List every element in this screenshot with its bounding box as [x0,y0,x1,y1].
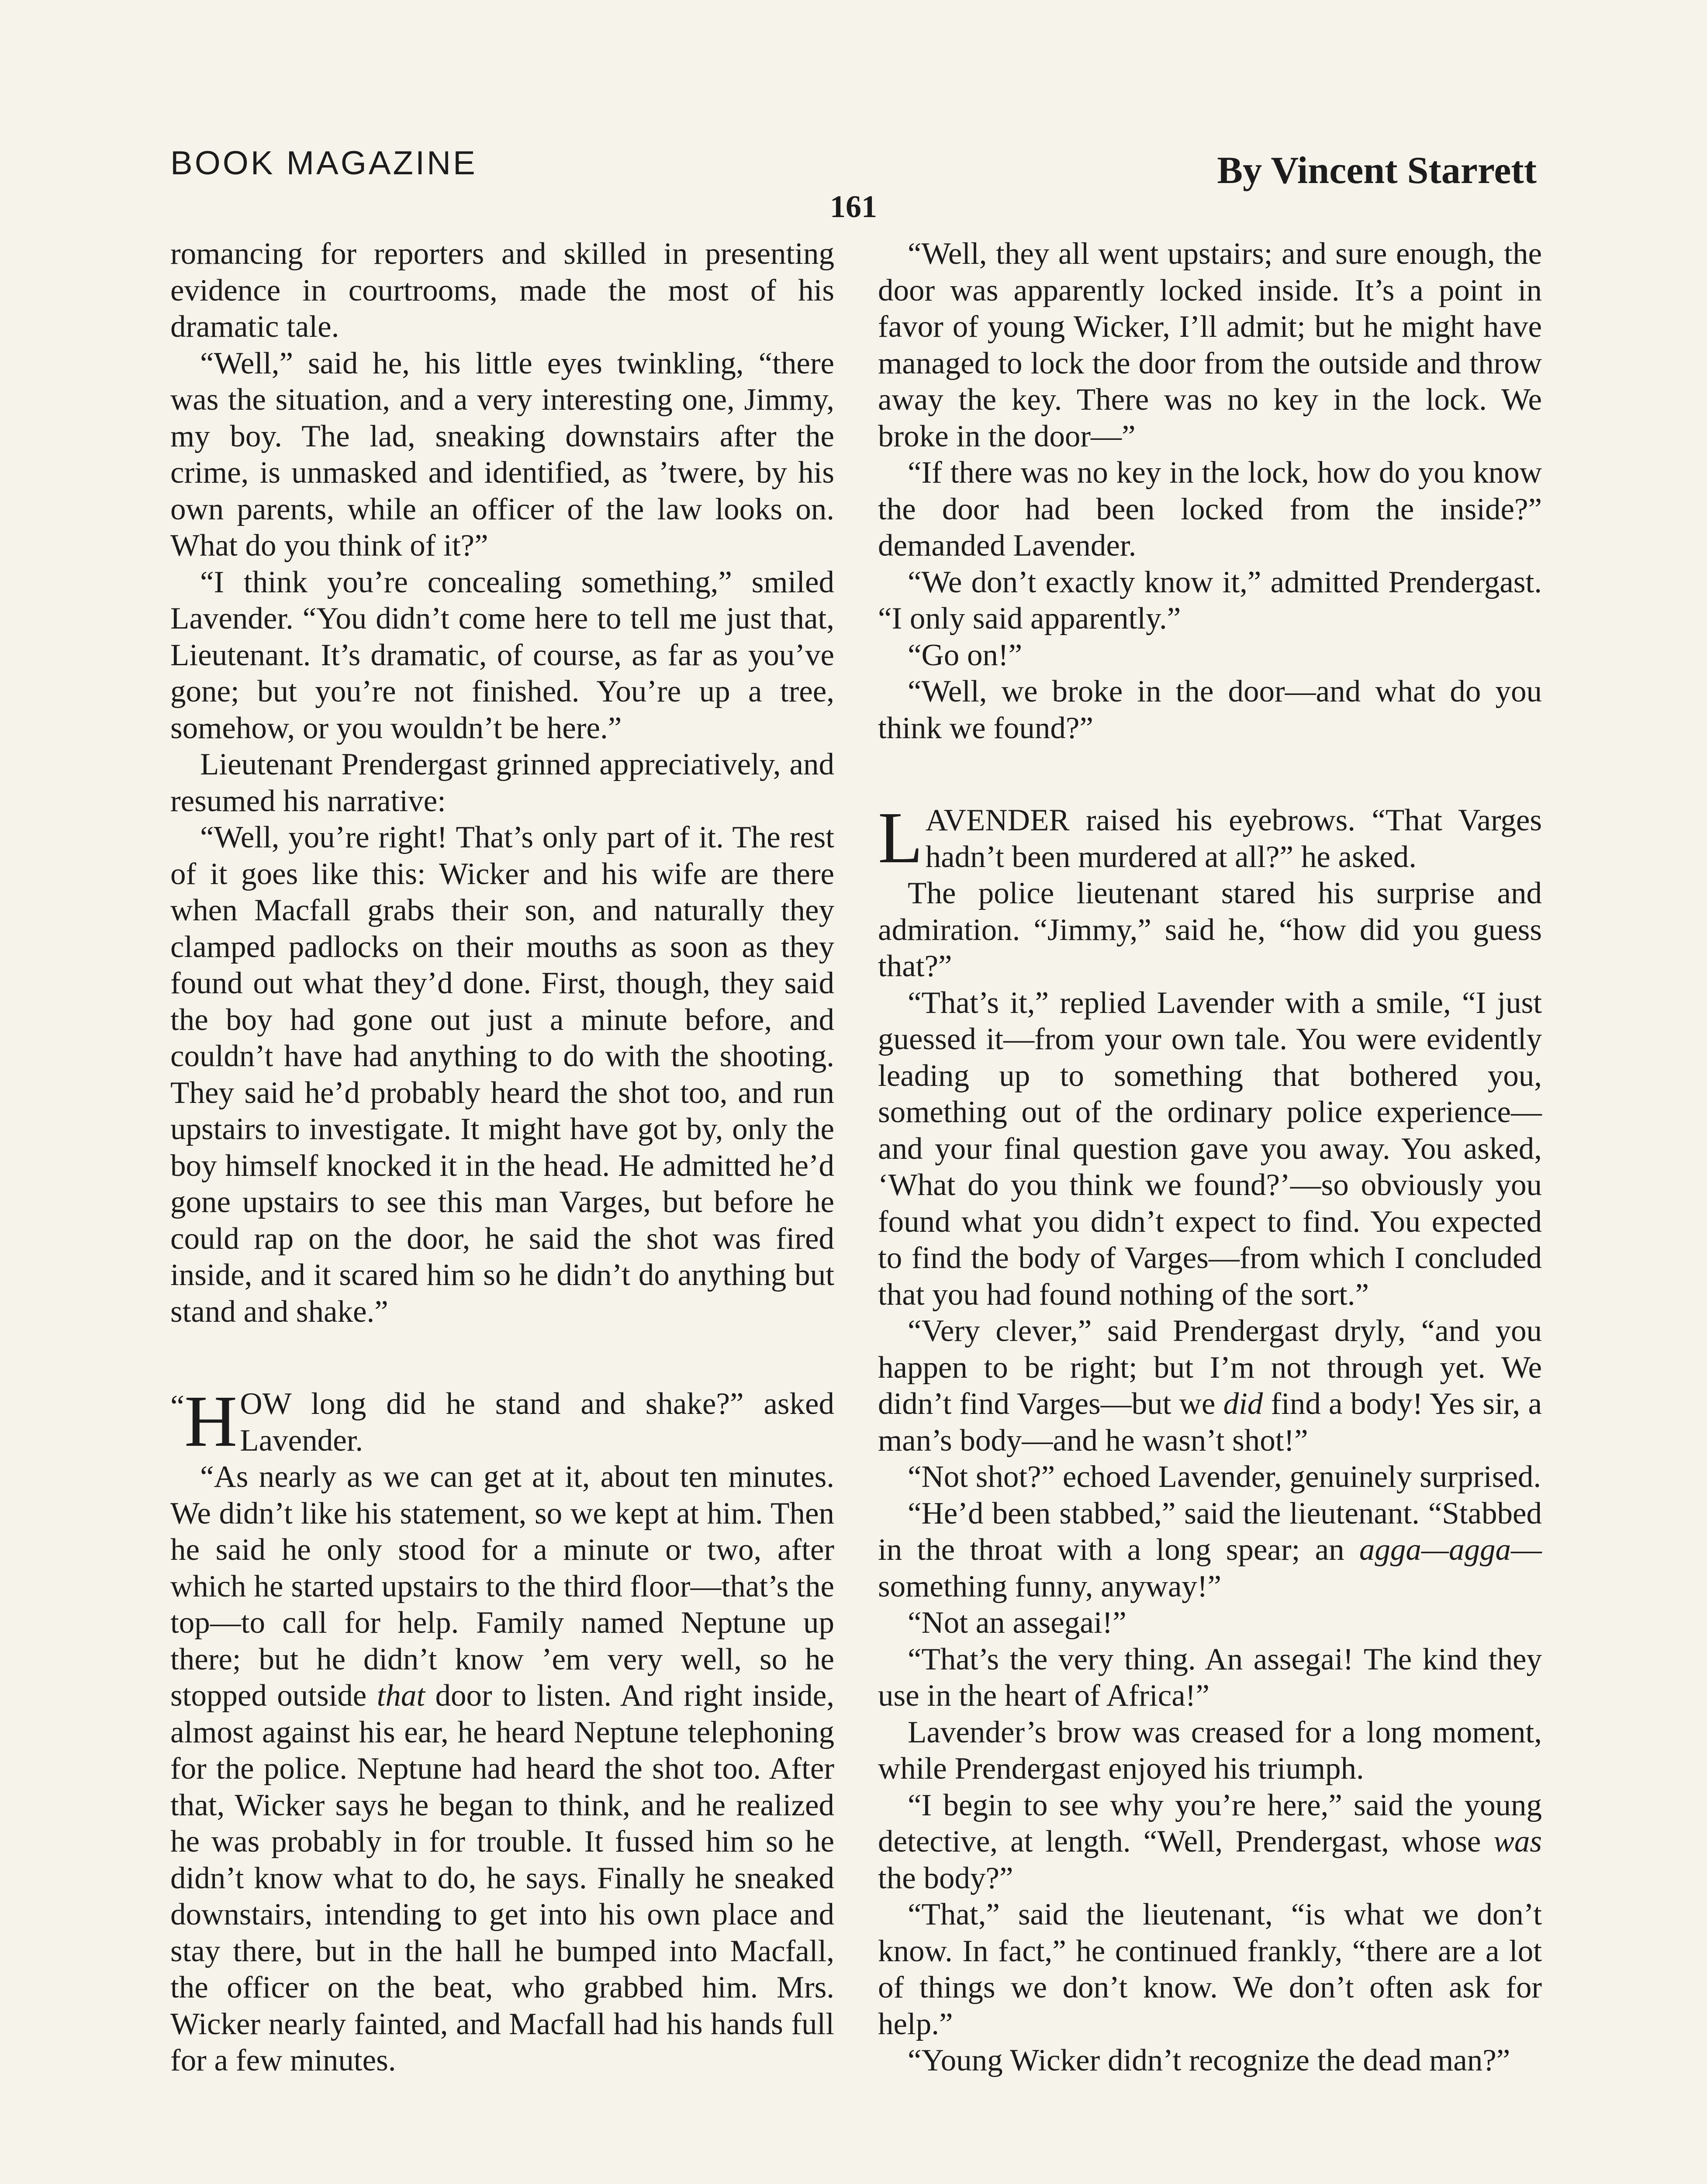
paragraph: “Well, you’re right! That’s only part of it. The rest of it goes like this: Wicker and his wife are there when Macfall grabs their son, and naturally they clamped padlocks on their mouths as soon as they found out what they’d done. First, though, they said the boy had gone out just a minute before, and couldn’t have had anything to do with the shooting. They said he’d probably heard the shot too, and run upstairs to investigate. It might have got by, only the boy himself knocked it in the head. He admitted he’d gone upstairs to see this man Varges, but before he could rap on the door, he said the shot was fired inside, and it scared him so he didn’t do anything but stand and shake.” [170,820,834,1329]
paragraph: “Well, we broke in the door—and what do you think we found?” [878,674,1542,745]
drop-cap-paragraph [170,1381,834,1462]
page-number: 161 [830,189,877,224]
paragraph: “Young Wicker didn’t recognize the dead man?” [908,2043,1510,2077]
paragraph-text: OW long did he stand and shake?” asked Lavender. [240,1387,834,1458]
paragraph: Lavender’s brow was creased for a long moment, while Prendergast enjoyed his triumph. [878,1715,1542,1786]
paragraph: “I think you’re concealing something,” smiled Lavender. “You didn’t come here to tell me just that, Lieutenant. It’s dramatic, of course, as far as you’ve gone; but you’re not finished. You’re up a tree, somehow, or you wouldn’t be here.” [170,565,834,745]
paragraph: “Well, they all went upstairs; and sure enough, the door was apparently locked inside. It’s a point in favor of young Wicker, I’ll admit; but he might have managed to lock the door from the outside and throw away the key. There was no key in the lock. We broke in the door—” [878,237,1542,453]
paragraph: “That,” said the lieutenant, “is what we don’t know. In fact,” he continued frankly, “there are a lot of things we don’t know. We don’t often ask for help.” [878,1897,1542,2041]
paragraph-text: find a body! Yes sir, a man’s body—and he wasn’t shot!” [878,1387,1542,1458]
paragraph-text: “As nearly as we can get at it, about ten minutes. We didn’t like his statement, so we kept at him. Then he said he only stood for a minute or two, after which he started upstairs to the third floor—that’s the top—to call for help. Family named Neptune up there; but he didn’t know ’em very well, so he stopped outside [170,1460,834,1713]
paragraph [878,1313,1542,1459]
drop-cap-letter: L [878,797,923,878]
paragraph: “That’s it,” replied Lavender with a smile, “I just guessed it—from your own tale. You were evidently leading up to something that bothered you, something out of the ordinary police experience—and your final question gave you away. You asked, ‘What do you think we found?’—so obviously you found what you didn’t expect to find. You expected to find the body of Varges—from which I concluded that you had found nothing of the sort.” [878,985,1542,1312]
emphasis: did [1223,1387,1263,1421]
paragraph: Lieutenant Prendergast grinned appreciatively, and resumed his narrative: [170,747,834,818]
running-header-right: By Vincent Starrett [1217,149,1537,192]
paragraph [878,1787,1542,1897]
drop-cap-paragraph [878,797,1542,878]
running-header-left: BOOK MAGAZINE [170,145,477,182]
emphasis: that [377,1679,425,1713]
paragraph: The police lieutenant stared his surprise and admiration. “Jimmy,” said he, “how did you guess that?” [878,876,1542,983]
paragraph: “That’s the very thing. An assegai! The kind they use in the heart of Africa!” [878,1642,1542,1713]
paragraph [170,1459,834,2079]
paragraph: romancing for reporters and skilled in presenting evidence in courtrooms, made the most of his dramatic tale. [170,237,834,344]
paragraph: “If there was no key in the lock, how do you know the door had been locked from the inside?” demanded Lavender. [878,456,1542,563]
paragraph-text: AVENDER raised his eyebrows. “That Varges hadn’t been murdered at all?” he asked. [925,803,1542,874]
emphasis: agga—agga [1359,1533,1511,1567]
drop-cap-quote: “ [170,1389,184,1424]
paragraph: “Not an assegai!” [908,1606,1126,1640]
right-column [878,236,1542,2079]
left-column [170,236,834,2079]
paragraph: “Go on!” [908,638,1023,672]
paragraph: “We don’t exactly know it,” admitted Prendergast. “I only said apparently.” [878,565,1542,636]
paragraph: “Not shot?” echoed Lavender, genuinely surprised. [908,1460,1541,1494]
paragraph-text: “I begin to see why you’re here,” said the young detective, at length. “Well, Prendergast, whose [878,1788,1542,1859]
paragraph-text: “He’d been stabbed,” said the lieutenant. “Stabbed in the throat with a long spear; an [878,1496,1542,1567]
paragraph-text: door to listen. And right inside, almost against his ear, he heard Neptune telephoning for the police. Neptune had heard the shot too. After that, Wicker says he began to think, and he realized he was probably in for trouble. It fussed him so he didn’t know what to do, he says. Finally he sneaked downstairs, intending to get into his own place and stay there, but in the hall he bumped into Macfall, the officer on the beat, who grabbed him. Mrs. Wicker nearly fainted, and Macfall had his hands full for a few minutes. [170,1679,835,2077]
emphasis: was [1493,1825,1542,1859]
paragraph-text: the body?” [878,1861,1013,1895]
paragraph [878,1496,1542,1605]
drop-cap-letter: H [184,1381,238,1462]
paragraph-text: “Very clever,” said Prendergast dryly, “and you happen to be right; but I’m not through yet. We didn’t find Varges—but we [878,1314,1542,1421]
paragraph-text: —something funny, anyway!” [878,1533,1542,1603]
paragraph: “Well,” said he, his little eyes twinkling, “there was the situation, and a very interesting one, Jimmy, my boy. The lad, sneaking downstairs after the crime, is unmasked and identified, as ’twere, by his own parents, while an officer of the law looks on. What do you think of it?” [170,346,834,563]
